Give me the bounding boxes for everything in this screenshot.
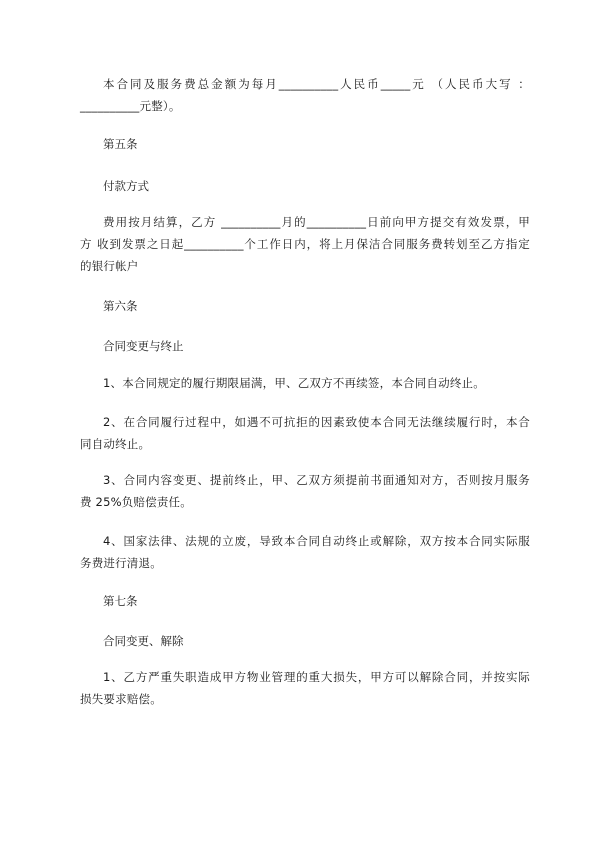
heading-change-and-termination: 合同变更与终止 — [103, 339, 184, 353]
text-line: 的银行帐户 — [80, 259, 139, 273]
heading-payment-method: 付款方式 — [103, 179, 149, 193]
text-line: 1、乙方严重失职造成甲方物业管理的重大损失，甲方可以解除合同，并按实际 — [103, 670, 530, 684]
paragraph-clause-6-2 — [80, 411, 530, 455]
text-line: 费 25%负赔偿责任。 — [80, 495, 192, 509]
text-line: 本合同及服务费总金额为每月__________人民币_____元 （人民币大写 ： — [103, 77, 530, 91]
text-line: 同自动终止。 — [80, 437, 151, 451]
paragraph-clause-6-3 — [80, 469, 530, 513]
text-line: __________元整）。 — [80, 99, 181, 113]
paragraph-contract-amount — [80, 73, 530, 117]
text-line: 损失要求赔偿。 — [80, 692, 162, 706]
text-line: 方 收到发票之日起__________个工作日内，将上月保洁合同服务费转划至乙方指定 — [80, 237, 530, 251]
heading-article-7: 第七条 — [103, 594, 138, 608]
heading-change-and-rescission: 合同变更、解除 — [103, 634, 184, 648]
text-line: 3、合同内容变更、提前终止，甲、乙双方须提前书面通知对方，否则按月服务 — [103, 473, 530, 487]
paragraph-clause-6-1 — [80, 372, 530, 394]
text-line: 4、国家法律、法规的立废，导致本合同自动终止或解除，双方按本合同实际服 — [103, 534, 530, 548]
heading-article-5: 第五条 — [103, 137, 138, 151]
paragraph-clause-6-4 — [80, 530, 530, 574]
text-line: 务费进行清退。 — [80, 556, 162, 570]
text-line: 1、本合同规定的履行期限届满，甲、乙双方不再续签，本合同自动终止。 — [103, 376, 485, 390]
paragraph-clause-7-1 — [80, 666, 530, 710]
heading-article-6: 第六条 — [103, 299, 138, 313]
text-line: 2、在合同履行过程中，如遇不可抗拒的因素致使本合同无法继续履行时，本合 — [103, 415, 530, 429]
paragraph-payment-terms — [80, 211, 530, 277]
text-line: 费用按月结算，乙方 __________月的__________日前向甲方提交有效发票，甲 — [103, 215, 530, 229]
